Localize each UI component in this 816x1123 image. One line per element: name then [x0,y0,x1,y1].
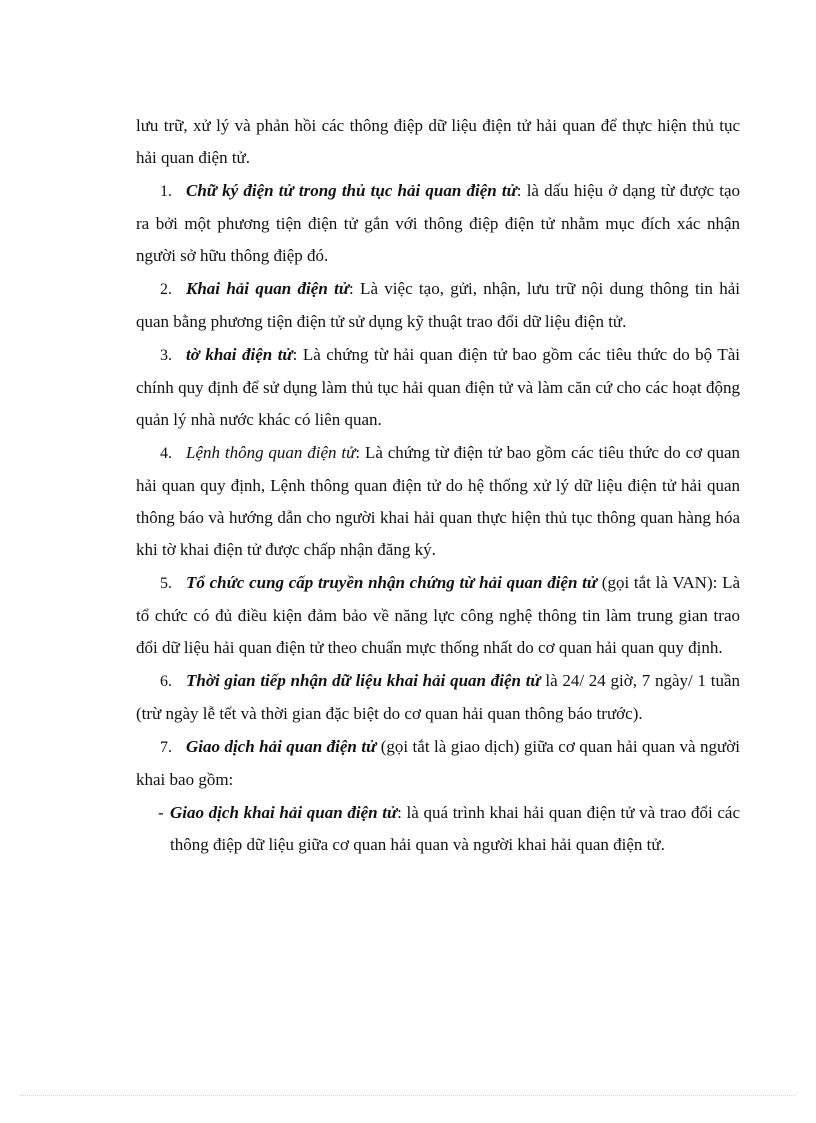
bullet-term: Giao dịch khai hải quan điện tử [170,803,398,822]
item-number: 6. [160,673,172,690]
item-term: tờ khai điện tử [186,345,293,364]
definition-item-5 [136,567,740,664]
item-term: Khai hải quan điện tử [186,279,350,298]
document-body [136,110,740,861]
item-text: (gọi tắt là VAN): Là tổ chức có đủ điều kiện đảm bảo về năng lực công nghệ thông tin làm trung gian trao đổi dữ liệu hải quan điện tử theo chuẩn mực thống nhất do cơ quan hải quan quy định. [136,573,740,657]
intro-paragraph: lưu trữ, xử lý và phản hồi các thông điệp dữ liệu điện tử hải quan để thực hiện thủ tục hải quan điện tử. [136,116,740,167]
item-number: 4. [160,445,172,462]
item-number: 5. [160,575,172,592]
item-term: Thời gian tiếp nhận dữ liệu khai hải quan điện tử [186,671,541,690]
item-number: 1. [160,183,172,200]
definition-item-4 [136,437,740,566]
definition-item-7 [136,731,740,796]
definition-item-3 [136,339,740,436]
definition-item-2 [136,273,740,338]
item-term: Giao dịch hải quan điện tử [186,737,377,756]
item-number: 3. [160,347,172,364]
definition-item-1 [136,175,740,272]
item-term: Chữ ký điện tử trong thủ tục hải quan điện tử [186,181,517,200]
item-term: Tổ chức cung cấp truyền nhận chứng từ hải quan điện tử [186,573,598,592]
definition-item-6 [136,665,740,730]
bullet-text: : là quá trình khai hải quan điện tử và trao đổi các thông điệp dữ liệu giữa cơ quan hải quan và người khai hải quan điện tử. [170,803,740,854]
item-text: : Là việc tạo, gửi, nhận, lưu trữ nội dung thông tin hải quan bằng phương tiện điện tử sử dụng kỹ thuật trao đổi dữ liệu điện tử. [136,279,740,331]
item-text: : Là chứng từ hải quan điện tử bao gồm các tiêu thức do bộ Tài chính quy định để sử dụng làm thủ tục hải quan điện tử và làm căn cứ cho các hoạt động quản lý nhà nước khác có liên quan. [136,345,741,429]
page-bottom-divider [20,1095,796,1096]
bullet-item [136,797,740,861]
item-term: Lệnh thông quan điện tử [186,443,356,462]
item-text: (gọi tắt là giao dịch) giữa cơ quan hải quan và người khai bao gồm: [136,737,740,789]
item-number: 7. [160,739,172,756]
item-text: là 24/ 24 giờ, 7 ngày/ 1 tuần (trừ ngày lễ tết và thời gian đặc biệt do cơ quan hải quan thông báo trước). [136,671,740,723]
bullet-dash: - [158,803,164,822]
item-text: : là dấu hiệu ở dạng từ được tạo ra bởi một phương tiện điện tử gắn với thông điệp điện tử nhằm mục đích xác nhận người sở hữu thông điệp đó. [136,181,741,265]
item-number: 2. [160,281,172,298]
item-text: : Là chứng từ điện tử bao gồm các tiêu thức do cơ quan hải quan quy định, Lệnh thông quan điện tử do hệ thống xử lý dữ liệu điện tử hải quan thông báo và hướng dẫn cho người khai hải quan thực hiện thủ tục thông quan hàng hóa khi tờ khai điện tử được chấp nhận đăng ký. [136,443,740,559]
